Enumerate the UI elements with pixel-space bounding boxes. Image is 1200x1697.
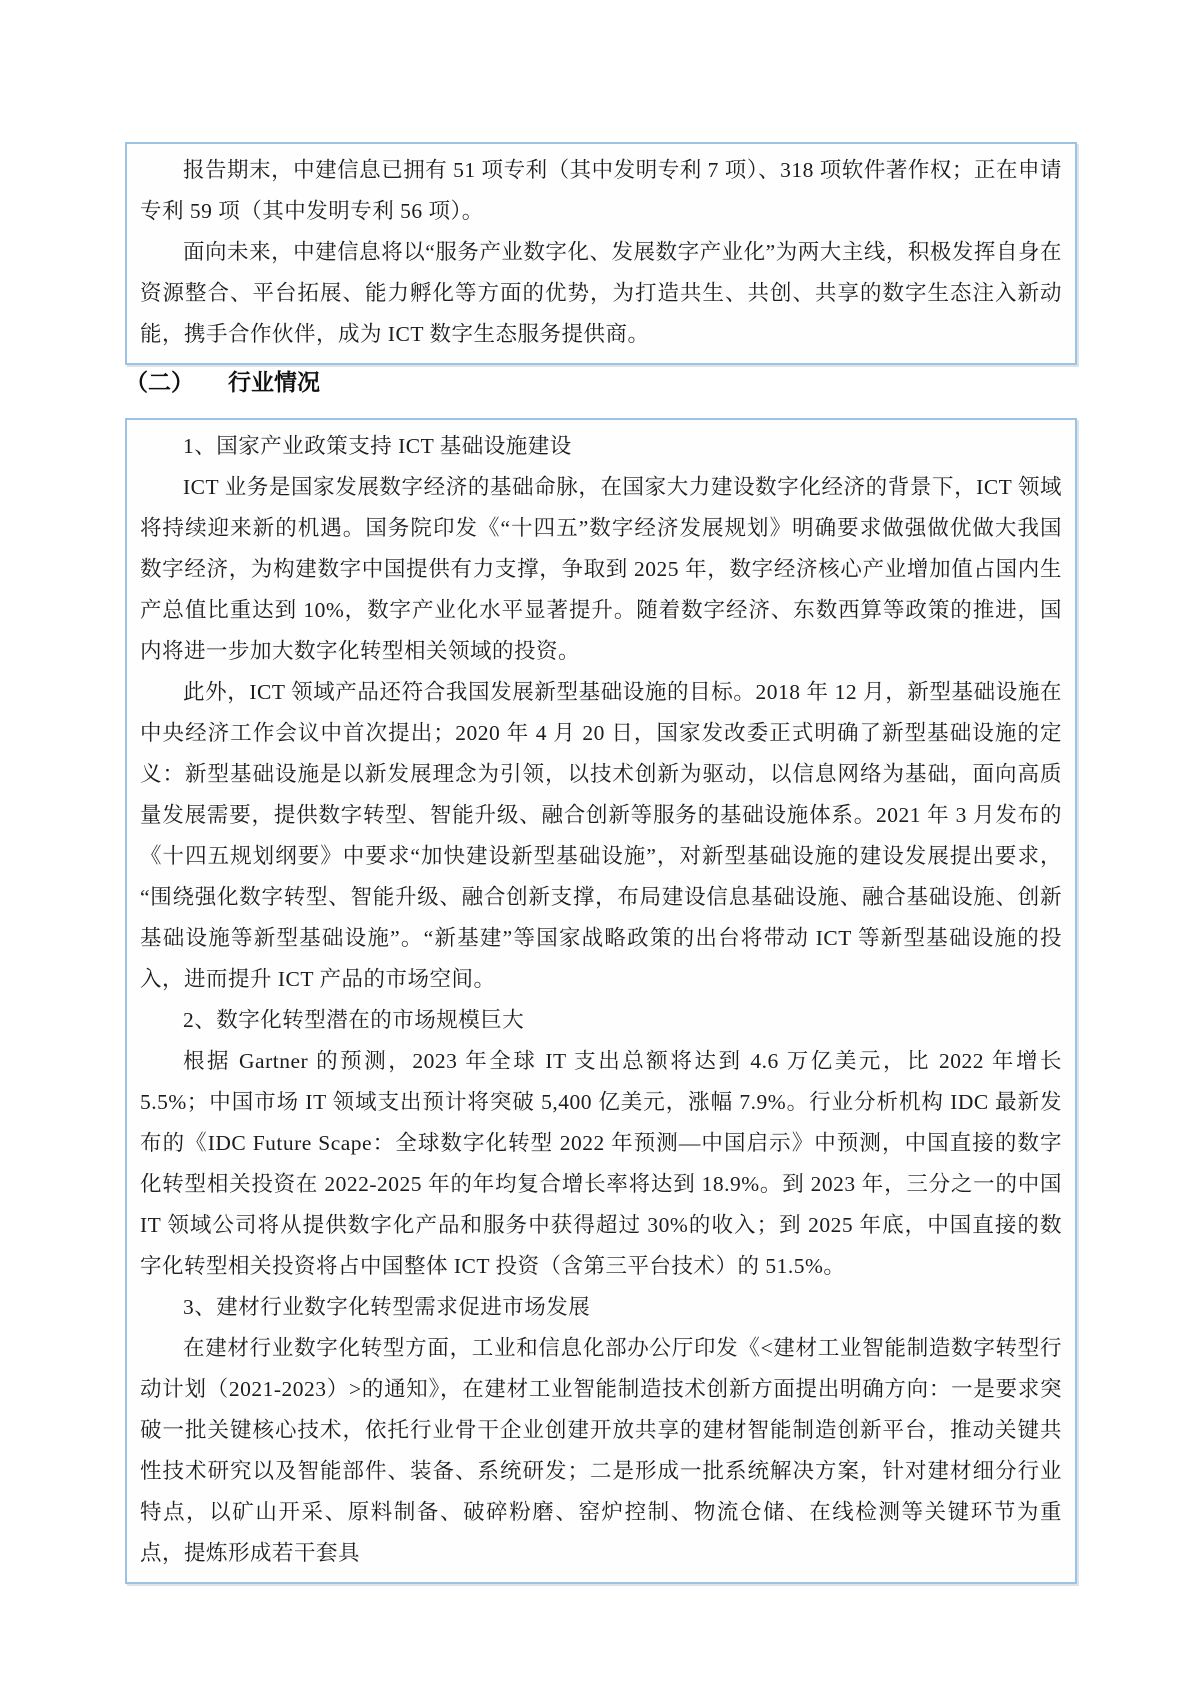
company-summary-box bbox=[125, 142, 1077, 365]
industry-paragraph-digital-transformation-market: 根据 Gartner 的预测，2023 年全球 IT 支出总额将达到 4.6 万亿美元，比 2022 年增长 5.5%；中国市场 IT 领域支出预计将突破 5,400 亿美元，涨幅 7.9%。行业分析机构 IDC 最新发布的《IDC Future Scape：全球数字化转型 2022 年预测—中国启示》中预测，中国直接的数字化转型相关投资在 2022-2025 年的年均复合增长率将达到 18.9%。到 2023 年，三分之一的中国 IT 领域公司将从提供数字化产品和服务中获得超过 30%的收入；到 2025 年底，中国直接的数字化转型相关投资将占中国整体 ICT 投资（含第三平台技术）的 51.5%。 bbox=[140, 1049, 1062, 1278]
section-heading bbox=[125, 366, 320, 400]
industry-paragraph-ict-policy: ICT 业务是国家发展数字经济的基础命脉，在国家大力建设数字化经济的背景下，ICT 领域将持续迎来新的机遇。国务院印发《“十四五”数字经济发展规划》明确要求做强做优做大我国数字经济，为构建数字中国提供有力支撑，争取到 2025 年，数字经济核心产业增加值占国内生产总值比重达到 10%，数字产业化水平显著提升。随着数字经济、东数西算等政策的推进，国内将进一步加大数字化转型相关领域的投资。 bbox=[140, 475, 1062, 663]
summary-paragraph-outlook: 面向未来，中建信息将以“服务产业数字化、发展数字产业化”为两大主线，积极发挥自身在资源整合、平台拓展、能力孵化等方面的优势，为打造共生、共创、共享的数字生态注入新动能，携手合作伙伴，成为 ICT 数字生态服务提供商。 bbox=[140, 240, 1062, 346]
section-heading-title: 行业情况 bbox=[228, 370, 320, 395]
section-heading-number: （二） bbox=[125, 370, 194, 395]
industry-paragraph-new-infrastructure: 此外，ICT 领域产品还符合我国发展新型基础设施的目标。2018 年 12 月，新型基础设施在中央经济工作会议中首次提出；2020 年 4 月 20 日，国家发改委正式明确了新型基础设施的定义：新型基础设施是以新发展理念为引领，以技术创新为驱动，以信息网络为基础，面向高质量发展需要，提供数字转型、智能升级、融合创新等服务的基础设施体系。2021 年 3 月发布的《十四五规划纲要》中要求“加快建设新型基础设施”，对新型基础设施的建设发展提出要求，“围绕强化数字转型、智能升级、融合创新支撑，布局建设信息基础设施、融合基础设施、创新基础设施等新型基础设施”。“新基建”等国家战略政策的出台将带动 ICT 等新型基础设施的投入，进而提升 ICT 产品的市场空间。 bbox=[140, 680, 1062, 991]
industry-paragraph-building-materials: 在建材行业数字化转型方面，工业和信息化部办公厅印发《<建材工业智能制造数字转型行动计划（2021-2023）>的通知》，在建材工业智能制造技术创新方面提出明确方向：一是要求突破一批关键核心技术，依托行业骨干企业创建开放共享的建材智能制造创新平台，推动关键共性技术研究以及智能部件、装备、系统研发；二是形成一批系统解决方案，针对建材细分行业特点，以矿山开采、原料制备、破碎粉磨、窑炉控制、物流仓储、在线检测等关键环节为重点，提炼形成若干套具 bbox=[140, 1336, 1062, 1565]
industry-subheading-2: 2、数字化转型潜在的市场规模巨大 bbox=[183, 1008, 525, 1032]
industry-overview-box bbox=[125, 418, 1077, 1584]
industry-subheading-3: 3、建材行业数字化转型需求促进市场发展 bbox=[183, 1295, 591, 1319]
industry-subheading-1: 1、国家产业政策支持 ICT 基础设施建设 bbox=[183, 434, 572, 458]
summary-paragraph-patents: 报告期末，中建信息已拥有 51 项专利（其中发明专利 7 项）、318 项软件著作权；正在申请专利 59 项（其中发明专利 56 项）。 bbox=[140, 158, 1062, 223]
